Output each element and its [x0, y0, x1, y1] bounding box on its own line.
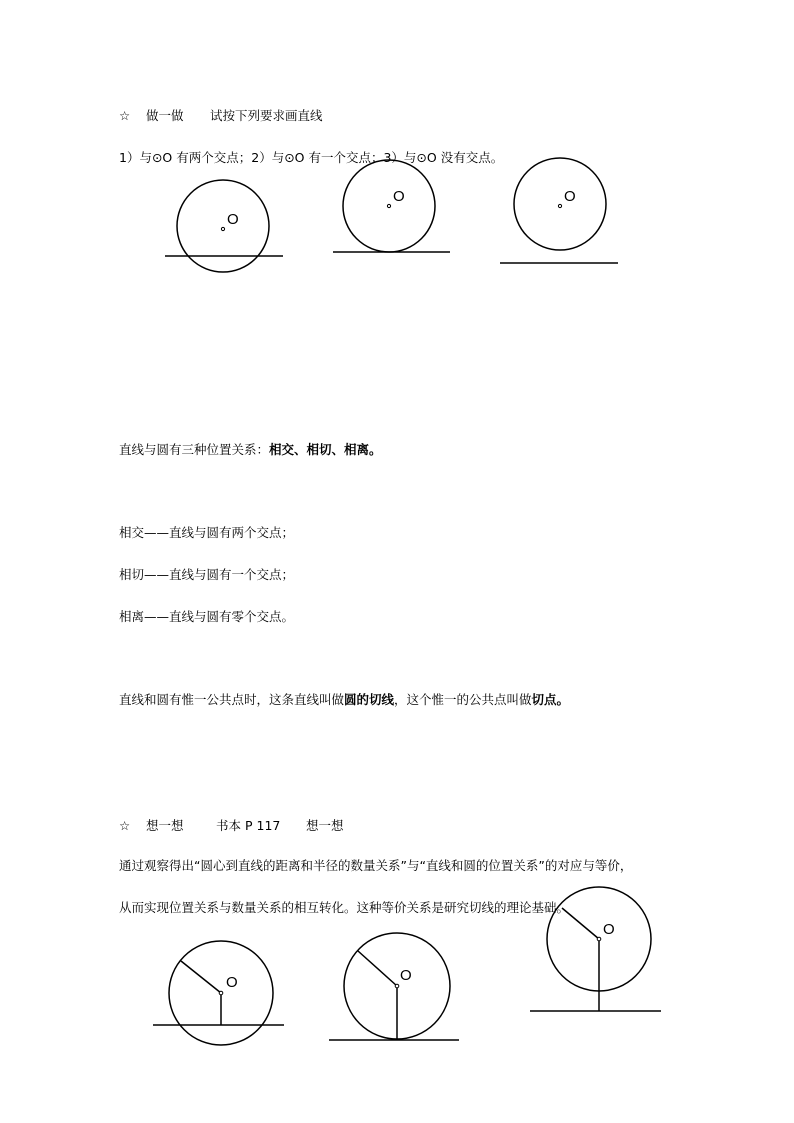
- tangent-def-part2: ，这个惟一的公共点叫做: [394, 692, 532, 707]
- section-title: 做一做: [146, 108, 184, 123]
- circle-tangent: [343, 160, 435, 252]
- instruction-text: 1）与⊙O 有两个交点；2）与⊙O 有一个交点；3）与⊙O 没有交点。: [119, 150, 504, 165]
- tangent-def-part1: 直线和圆有惟一公共点时，这条直线叫做: [119, 692, 345, 707]
- center-point: [219, 991, 223, 995]
- section-subtitle: 试按下列要求画直线: [210, 108, 323, 123]
- section-title: 想一想: [146, 818, 184, 833]
- definition-secant: 相交——直线与圆有两个交点；: [119, 525, 295, 540]
- center-label: O: [226, 974, 238, 991]
- center-point: [395, 984, 399, 988]
- relation-terms: 相交、相切、相离。: [269, 442, 382, 457]
- tangent-term: 圆的切线: [344, 692, 395, 707]
- center-point: [387, 204, 390, 207]
- center-label: O: [393, 188, 405, 205]
- radius-segment: [358, 951, 397, 986]
- paragraph-line-1: 通过观察得出“圆心到直线的距离和半径的数量关系”与“直线和圆的位置关系”的对应与等价，: [119, 858, 633, 873]
- tangent-point-term: 切点。: [531, 692, 570, 707]
- circle-secant: [177, 180, 269, 272]
- star-icon: ☆: [119, 818, 131, 833]
- center-label: O: [400, 967, 412, 984]
- center-label: O: [603, 921, 615, 938]
- definition-tangent: 相切——直线与圆有一个交点；: [119, 567, 295, 582]
- tangent-definition: [119, 692, 569, 708]
- relation-intro: 直线与圆有三种位置关系：: [119, 442, 270, 457]
- star-icon: ☆: [119, 108, 131, 123]
- center-label: O: [564, 188, 576, 205]
- paragraph-line-2: 从而实现位置关系与数量关系的相互转化。这种等价关系是研究切线的理论基础。: [119, 900, 570, 915]
- radius-segment: [181, 961, 221, 993]
- center-label: O: [227, 211, 239, 228]
- book-reference: 书本 P 117: [216, 818, 281, 833]
- center-point: [221, 227, 224, 230]
- center-point: [597, 937, 601, 941]
- definition-separate: 相离——直线与圆有零个交点。: [119, 609, 295, 624]
- reference-title: 想一想: [306, 818, 344, 833]
- center-point: [558, 204, 561, 207]
- relation-line: [119, 442, 382, 458]
